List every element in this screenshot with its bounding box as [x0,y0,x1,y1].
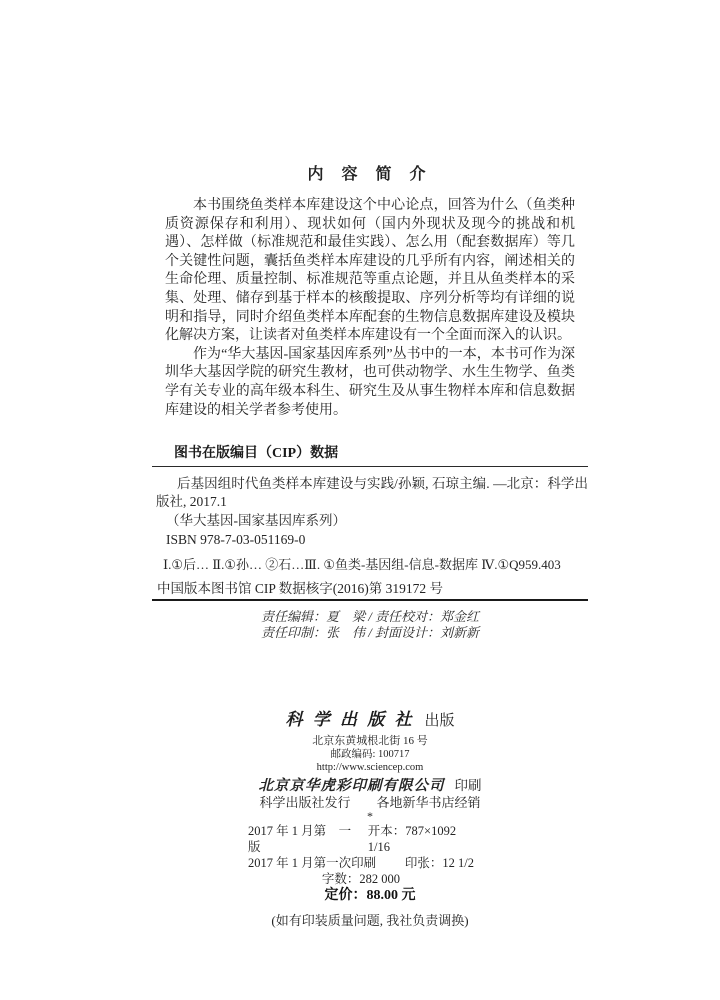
edition-row [248,823,474,855]
publisher-suffix: 出版 [424,713,455,730]
price: 定价：88.00 元 [324,888,416,904]
intro-title: 内 容 简 介 [307,166,433,183]
quality-note: (如有印装质量问题, 我社负责调换) [271,913,469,929]
publisher-address: 北京东黄城根北街 16 号 [312,735,428,748]
cip-header-rule [152,466,588,467]
publisher-name: 科 学 出 版 社 [285,710,415,730]
cip-registry-line: 中国版本图书馆 CIP 数据核字(2016)第 319172 号 [157,581,443,597]
sheets-spec: 印张：12 1/2 [404,856,474,871]
distribution-line: 科学出版社发行 各地新华书店经销 [259,795,481,811]
printer-name: 北京京华虎彩印刷有限公司 [258,778,445,795]
publisher-postcode: 邮政编码: 100717 [330,749,410,761]
word-count: 字数：282 000 [321,872,401,887]
format-spec: 开本：787×1092 1/16 [367,824,457,855]
cip-series-line: （华大基因-国家基因库系列） [166,513,346,529]
publisher-line [152,709,588,732]
editorial-line-2: 责任印制：张 伟 / 封面设计：刘新新 [260,625,480,641]
editorial-line-1: 责任编辑：夏 梁 / 责任校对：郑金红 [260,609,480,625]
cip-classification-line: Ⅰ.①后… Ⅱ.①孙… ②石…Ⅲ. ①鱼类-基因组-信息-数据库 Ⅳ.①Q959.403 [163,557,561,573]
cip-title-line: 后基因组时代鱼类样本库建设与实践/孙颖, 石琼主编. —北京：科学出版社, 2017.1 [156,476,588,509]
separator-star: * [367,809,373,824]
intro-paragraph-2: 作为“华大基因-国家基因库系列”丛书中的一本，本书可作为深圳华大基因学院的研究生教材，也可供动物学、水生生物学、鱼类学有关专业的高年级本科生、研究生及从事生物样本库和信息数据库建设的相关学者参考使用。 [165,346,575,418]
printing-row [248,855,474,871]
printing-date: 2017 年 1 月第一次印刷 [248,856,377,871]
print-spec-block [248,823,474,871]
edition-date: 2017 年 1 月第 一 版 [248,824,364,855]
printer-line [152,777,588,795]
printer-suffix: 印刷 [454,778,482,794]
intro-paragraph-1: 本书围绕鱼类样本库建设这个中心论点，回答为什么（鱼类种质资源保存和利用）、现状如何（国内外现状及现今的挑战和机遇）、怎样做（标准规范和最佳实践）、怎么用（配套数据库）等几个关键性问题，囊括鱼类样本库建设的几乎所有内容，阐述相关的生命伦理、质量控制、标准规范等重点论题，并且从鱼类样本的采集、处理、储存到基于样本的核酸提取、序列分析等均有详细的说明和指导，同时介绍鱼类样本库配套的生物信息数据库建设及模块化解决方案，让读者对鱼类样本库建设有一个全面而深入的认识。 [165,198,575,344]
publisher-website: http://www.sciencep.com [316,762,424,774]
book-copyright-page [152,0,588,929]
cip-isbn-line: ISBN 978-7-03-051169-0 [166,532,306,548]
cip-bottom-rule [152,599,588,601]
editorial-credits [152,609,588,641]
colophon [152,709,588,929]
cip-header: 图书在版编目（CIP）数据 [174,446,339,462]
